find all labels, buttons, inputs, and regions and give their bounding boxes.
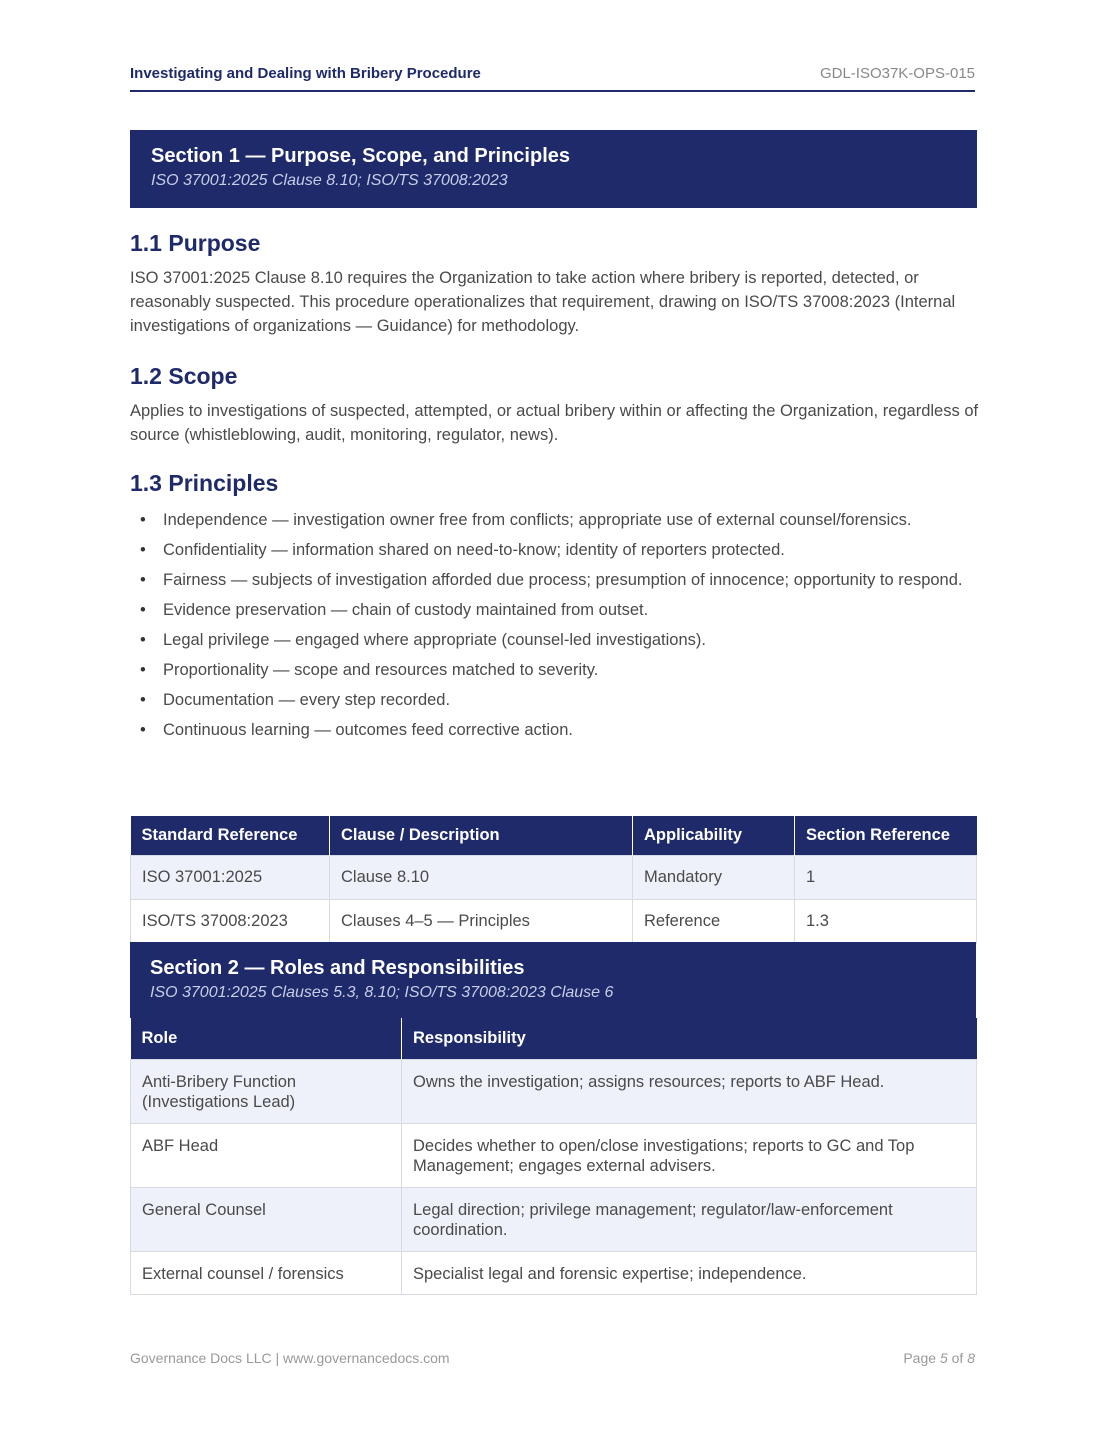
- list-item: [130, 718, 980, 742]
- list-item: [130, 568, 980, 592]
- table-cell: Specialist legal and forensic expertise; independence.: [402, 1252, 977, 1295]
- document-code: GDL-ISO37K-OPS-015: [819, 65, 975, 82]
- page-number: [903, 1350, 975, 1366]
- list-item-text: Independence — investigation owner free from conflicts; appropriate use of external counsel/forensics.: [163, 511, 912, 529]
- list-item: [130, 658, 980, 682]
- roles-table: [130, 1018, 977, 1295]
- page-label: Page: [903, 1350, 937, 1366]
- purpose-text: ISO 37001:2025 Clause 8.10 requires the Organization to take action where bribery is reported, detected, or reasonably suspected. This procedure operationalizes that requirement, drawing on ISO/TS 37008:2023 (Internal investigations of organizations — Guidance) for methodology.: [130, 269, 956, 335]
- list-item-text: Continuous learning — outcomes feed corrective action.: [163, 721, 573, 739]
- list-item-text: Confidentiality — information shared on need-to-know; identity of reporters protected.: [163, 541, 785, 559]
- principles-list: [130, 508, 980, 748]
- column-header: Standard Reference: [131, 816, 330, 856]
- column-header: Applicability: [633, 816, 795, 856]
- bullet-icon: •: [140, 631, 146, 649]
- list-item-text: Fairness — subjects of investigation afforded due process; presumption of innocence; opportunity to respond.: [163, 571, 963, 589]
- bullet-icon: •: [140, 511, 146, 529]
- table-row: [131, 900, 977, 944]
- list-item-text: Evidence preservation — chain of custody maintained from outset.: [163, 601, 649, 619]
- column-header: Responsibility: [402, 1018, 977, 1060]
- table-cell: General Counsel: [131, 1188, 402, 1252]
- column-header: Role: [131, 1018, 402, 1060]
- scope-text: Applies to investigations of suspected, attempted, or actual bribery within or affecting the Organization, regardless of source (whistleblowing, audit, monitoring, regulator, news).: [130, 402, 979, 444]
- table-cell: Clauses 4–5 — Principles: [330, 900, 633, 944]
- bullet-icon: •: [140, 691, 146, 709]
- table-cell: Legal direction; privilege management; regulator/law-enforcement coordination.: [402, 1188, 977, 1252]
- list-item: [130, 508, 980, 532]
- table-cell: ABF Head: [131, 1124, 402, 1188]
- page-current: 5: [939, 1350, 948, 1366]
- bullet-icon: •: [140, 541, 146, 559]
- list-item: [130, 628, 980, 652]
- bullet-icon: •: [140, 721, 146, 739]
- table-cell: Clause 8.10: [330, 856, 633, 900]
- reference-table: [130, 816, 977, 944]
- table-cell: Reference: [633, 900, 795, 944]
- section-2-subtitle: ISO 37001:2025 Clauses 5.3, 8.10; ISO/TS 37008:2023 Clause 6: [150, 984, 614, 1001]
- page-header: [130, 62, 975, 92]
- table-row: [131, 1124, 977, 1188]
- list-item: [130, 538, 980, 562]
- table-row: [131, 1188, 977, 1252]
- table-cell: ISO/TS 37008:2023: [131, 900, 330, 944]
- column-header: Section Reference: [795, 816, 977, 856]
- table-row: [131, 856, 977, 900]
- table-cell: Decides whether to open/close investigations; reports to GC and Top Management; engages external advisers.: [402, 1124, 977, 1188]
- list-item-text: Proportionality — scope and resources matched to severity.: [163, 661, 599, 679]
- column-header: Clause / Description: [330, 816, 633, 856]
- list-item: [130, 598, 980, 622]
- table-cell: Owns the investigation; assigns resources; reports to ABF Head.: [402, 1060, 977, 1124]
- bullet-icon: •: [140, 571, 146, 589]
- table-cell: External counsel / forensics: [131, 1252, 402, 1295]
- section-2-banner: [130, 942, 976, 1018]
- table-header-row: [131, 1018, 977, 1060]
- section-1-banner: [130, 130, 977, 208]
- bullet-icon: •: [140, 661, 146, 679]
- section-2-title: Section 2 — Roles and Responsibilities: [150, 957, 525, 979]
- page-of: of: [951, 1350, 964, 1366]
- scope-heading: 1.2 Scope: [130, 363, 238, 389]
- principles-heading: 1.3 Principles: [130, 470, 279, 496]
- list-item: [130, 688, 980, 712]
- table-header-row: [131, 816, 977, 856]
- section-1-subtitle: ISO 37001:2025 Clause 8.10; ISO/TS 37008:2023: [151, 172, 508, 189]
- page-total: 8: [967, 1350, 975, 1366]
- table-row: [131, 1252, 977, 1295]
- bullet-icon: •: [140, 601, 146, 619]
- footer-company: Governance Docs LLC | www.governancedocs.com: [130, 1350, 450, 1366]
- table-cell: Mandatory: [633, 856, 795, 900]
- table-cell: ISO 37001:2025: [131, 856, 330, 900]
- list-item-text: Legal privilege — engaged where appropriate (counsel-led investigations).: [163, 631, 706, 649]
- table-cell: 1.3: [795, 900, 977, 944]
- table-cell: Anti-Bribery Function (Investigations Lead): [131, 1060, 402, 1124]
- table-cell: 1: [795, 856, 977, 900]
- table-row: [131, 1060, 977, 1124]
- list-item-text: Documentation — every step recorded.: [163, 691, 451, 709]
- section-1-title: Section 1 — Purpose, Scope, and Principles: [151, 145, 571, 167]
- purpose-heading: 1.1 Purpose: [130, 230, 261, 256]
- document-title: Investigating and Dealing with Bribery Procedure: [130, 65, 481, 82]
